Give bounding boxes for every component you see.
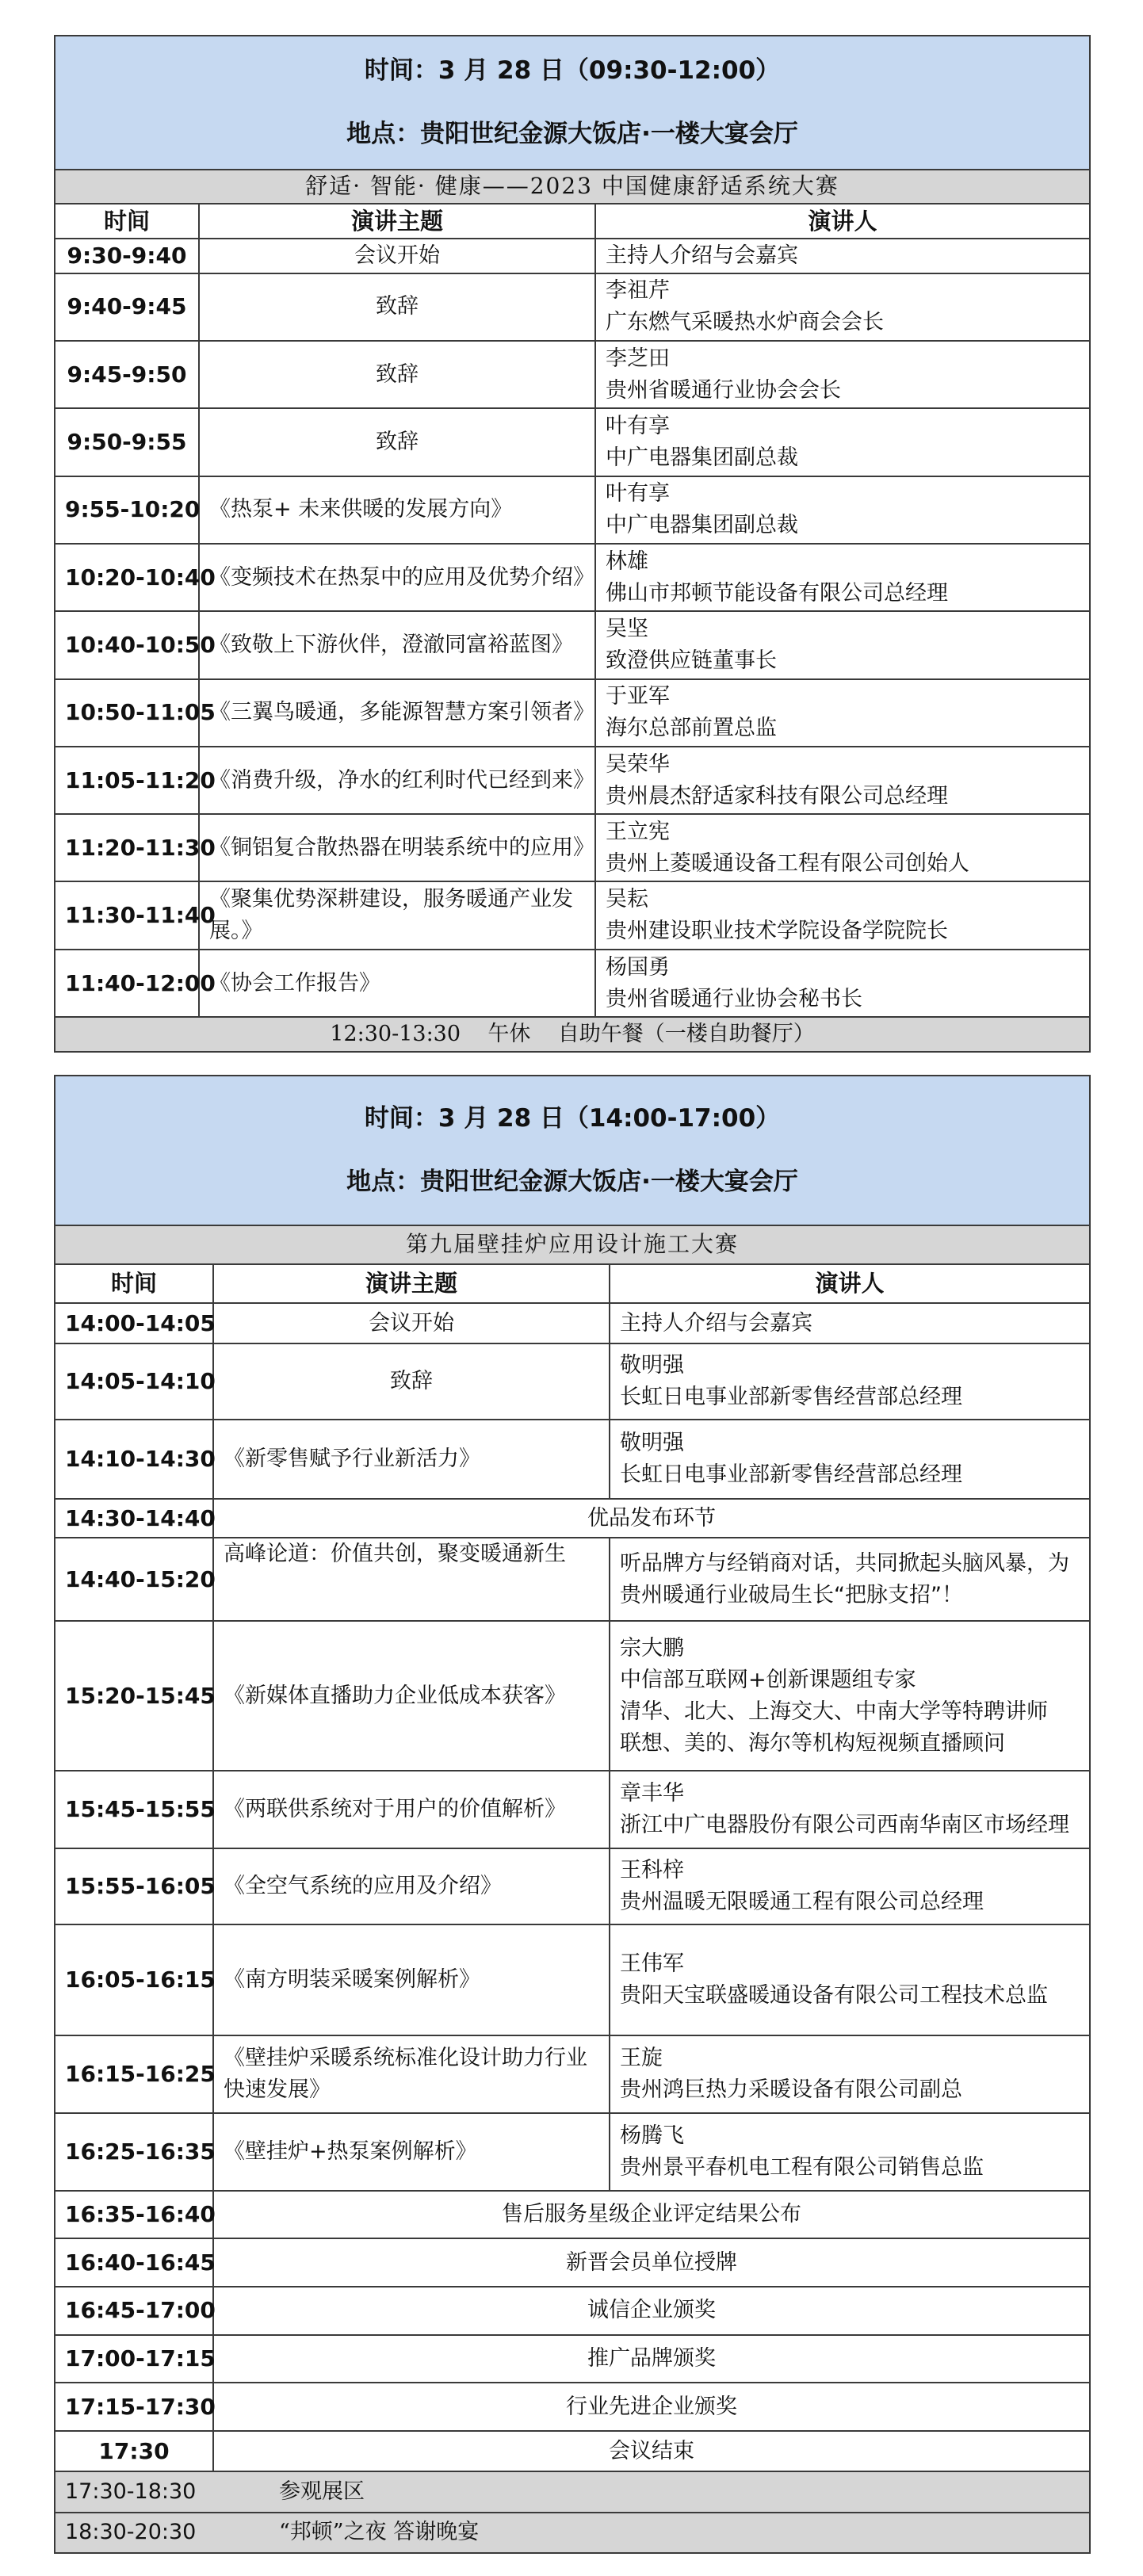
schedule-row bbox=[55, 1538, 1090, 1621]
speaker-title: 佛山市邦顿节能设备有限公司总经理 bbox=[606, 580, 948, 606]
row-time: 17:15-17:30 bbox=[55, 2383, 213, 2431]
row-speaker bbox=[595, 476, 1090, 544]
row-event: 行业先进企业颁奖 bbox=[213, 2383, 1090, 2431]
row-speaker bbox=[595, 273, 1090, 341]
schedule-row bbox=[55, 2035, 1090, 2113]
speaker-name: 于亚军 bbox=[606, 684, 670, 709]
row-speaker: 敬明强 长虹日电事业部新零售经营部总经理 bbox=[610, 1343, 1090, 1420]
row-topic: 致辞 bbox=[199, 273, 595, 341]
schedule-row bbox=[55, 1924, 1090, 2035]
col-header-topic: 演讲主题 bbox=[213, 1264, 610, 1303]
col-header-speaker: 演讲人 bbox=[610, 1264, 1090, 1303]
row-speaker: 杨腾飞 贵州景平春机电工程有限公司销售总监 bbox=[610, 2113, 1090, 2191]
speaker-name: 王立宪 bbox=[606, 819, 670, 844]
afternoon-time: 时间：3 月 28 日（14:00-17:00） bbox=[364, 1104, 781, 1133]
row-time: 9:40-9:45 bbox=[55, 273, 199, 341]
row-time: 14:40-15:20 bbox=[55, 1538, 213, 1621]
speaker-name: 吴荣华 bbox=[606, 751, 670, 777]
schedule-row bbox=[55, 2113, 1090, 2191]
dinner-time: 18:30-20:30 bbox=[65, 2520, 197, 2545]
morning-header bbox=[55, 36, 1090, 170]
afternoon-venue: 地点：贵阳世纪金源大饭店·一楼大宴会厅 bbox=[346, 1168, 798, 1197]
speaker-title: 贵州晨杰舒适家科技有限公司总经理 bbox=[606, 783, 948, 808]
exhibition-time: 17:30-18:30 bbox=[65, 2479, 197, 2504]
row-topic: 《消费升级，净水的红利时代已经到来》 bbox=[199, 747, 595, 814]
speaker-title: 贵州省暖通行业协会秘书长 bbox=[606, 986, 862, 1011]
row-speaker bbox=[595, 239, 1090, 273]
schedule-row bbox=[55, 1420, 1090, 1499]
schedule-row bbox=[55, 881, 1090, 949]
speaker-name: 李芝田 bbox=[606, 346, 670, 371]
row-time: 17:00-17:15 bbox=[55, 2335, 213, 2383]
row-topic: 《协会工作报告》 bbox=[199, 950, 595, 1017]
schedule-row bbox=[55, 814, 1090, 881]
row-event: 推广品牌颁奖 bbox=[213, 2335, 1090, 2383]
row-topic: 《聚集优势深耕建设，服务暖通产业发展。》 bbox=[199, 881, 595, 949]
schedule-row bbox=[55, 239, 1090, 273]
morning-banner: 舒适· 智能· 健康——2023 中国健康舒适系统大赛 bbox=[55, 170, 1090, 204]
schedule-row bbox=[55, 2287, 1090, 2335]
row-time: 14:05-14:10 bbox=[55, 1343, 213, 1420]
speaker-name: 杨国勇 bbox=[606, 954, 670, 980]
row-time: 16:45-17:00 bbox=[55, 2287, 213, 2335]
row-topic: 《全空气系统的应用及介绍》 bbox=[213, 1848, 610, 1924]
afternoon-schedule bbox=[54, 1075, 1089, 2554]
lunch-break-row: 12:30-13:30 午休 自助午餐（一楼自助餐厅） bbox=[55, 1017, 1090, 1052]
row-topic: 会议开始 bbox=[213, 1303, 610, 1343]
row-time: 11:05-11:20 bbox=[55, 747, 199, 814]
row-time: 17:30 bbox=[55, 2431, 213, 2472]
dinner-row bbox=[55, 2513, 1090, 2553]
col-header-speaker: 演讲人 bbox=[595, 204, 1090, 239]
col-header-time: 时间 bbox=[55, 1264, 213, 1303]
row-time: 14:30-14:40 bbox=[55, 1499, 213, 1538]
row-topic: 高峰论道：价值共创，聚变暖通新生 bbox=[213, 1538, 610, 1621]
row-time: 16:15-16:25 bbox=[55, 2035, 213, 2113]
speaker-name: 吴坚 bbox=[606, 616, 648, 641]
schedule-row bbox=[55, 2431, 1090, 2472]
row-topic: 《三翼鸟暖通，多能源智慧方案引领者》 bbox=[199, 679, 595, 747]
row-time: 16:25-16:35 bbox=[55, 2113, 213, 2191]
row-speaker bbox=[595, 611, 1090, 678]
speaker-title: 海尔总部前置总监 bbox=[606, 716, 777, 741]
afternoon-schedule-table bbox=[54, 1075, 1091, 2554]
schedule-row bbox=[55, 341, 1090, 408]
schedule-row bbox=[55, 476, 1090, 544]
row-time: 15:20-15:45 bbox=[55, 1621, 213, 1771]
row-topic: 《致敬上下游伙伴，澄澈同富裕蓝图》 bbox=[199, 611, 595, 678]
row-event: 售后服务星级企业评定结果公布 bbox=[213, 2191, 1090, 2239]
row-topic: 会议开始 bbox=[199, 239, 595, 273]
row-time: 16:05-16:15 bbox=[55, 1924, 213, 2035]
row-speaker: 王旋 贵州鸿巨热力采暖设备有限公司副总 bbox=[610, 2035, 1090, 2113]
schedule-row bbox=[55, 1848, 1090, 1924]
row-topic: 《新零售赋予行业新活力》 bbox=[213, 1420, 610, 1499]
row-topic: 致辞 bbox=[199, 341, 595, 408]
row-speaker: 王科梓 贵州温暖无限暖通工程有限公司总经理 bbox=[610, 1848, 1090, 1924]
row-speaker bbox=[595, 341, 1090, 408]
morning-schedule-table bbox=[54, 35, 1091, 1053]
row-event: 诚信企业颁奖 bbox=[213, 2287, 1090, 2335]
speaker-name: 叶有享 bbox=[606, 481, 670, 506]
schedule-row bbox=[55, 1621, 1090, 1771]
speaker-title: 贵州省暖通行业协会会长 bbox=[606, 377, 841, 403]
row-speaker bbox=[595, 881, 1090, 949]
speaker-title: 致澄供应链董事长 bbox=[606, 648, 777, 673]
schedule-row bbox=[55, 1343, 1090, 1420]
row-time: 14:10-14:30 bbox=[55, 1420, 213, 1499]
row-time: 9:50-9:55 bbox=[55, 408, 199, 476]
row-topic: 《变频技术在热泵中的应用及优势介绍》 bbox=[199, 544, 595, 611]
row-time: 9:55-10:20 bbox=[55, 476, 199, 544]
speaker-name: 吴耘 bbox=[606, 887, 648, 912]
row-time: 15:55-16:05 bbox=[55, 1848, 213, 1924]
row-speaker: 主持人介绍与会嘉宾 bbox=[610, 1303, 1090, 1343]
row-event: 优品发布环节 bbox=[213, 1499, 1090, 1538]
speaker-name: 主持人介绍与会嘉宾 bbox=[606, 243, 798, 268]
row-topic: 《南方明装采暖案例解析》 bbox=[213, 1924, 610, 2035]
schedule-row bbox=[55, 2238, 1090, 2287]
row-speaker: 章丰华 浙江中广电器股份有限公司西南华南区市场经理 bbox=[610, 1771, 1090, 1848]
row-speaker bbox=[595, 814, 1090, 881]
speaker-title: 中广电器集团副总裁 bbox=[606, 445, 798, 470]
row-speaker bbox=[595, 679, 1090, 747]
row-time: 11:20-11:30 bbox=[55, 814, 199, 881]
row-event: 会议结束 bbox=[213, 2431, 1090, 2472]
col-header-topic: 演讲主题 bbox=[199, 204, 595, 239]
row-topic: 《壁挂炉+热泵案例解析》 bbox=[213, 2113, 610, 2191]
row-topic: 《热泵+ 未来供暖的发展方向》 bbox=[199, 476, 595, 544]
schedule-row bbox=[55, 1303, 1090, 1343]
schedule-row bbox=[55, 544, 1090, 611]
speaker-title: 中广电器集团副总裁 bbox=[606, 513, 798, 538]
row-event: 新晋会员单位授牌 bbox=[213, 2238, 1090, 2287]
row-time: 15:45-15:55 bbox=[55, 1771, 213, 1848]
row-topic: 《铜铝复合散热器在明装系统中的应用》 bbox=[199, 814, 595, 881]
row-speaker bbox=[595, 408, 1090, 476]
row-time: 11:30-11:40 bbox=[55, 881, 199, 949]
schedule-row bbox=[55, 950, 1090, 1017]
morning-venue: 地点：贵阳世纪金源大饭店·一楼大宴会厅 bbox=[346, 120, 798, 149]
dinner-text: “邦顿”之夜 答谢晚宴 bbox=[279, 2520, 480, 2545]
row-topic: 《两联供系统对于用户的价值解析》 bbox=[213, 1771, 610, 1848]
speaker-title: 贵州上菱暖通设备工程有限公司创始人 bbox=[606, 850, 969, 876]
row-time: 9:45-9:50 bbox=[55, 341, 199, 408]
row-time: 16:40-16:45 bbox=[55, 2238, 213, 2287]
schedule-row bbox=[55, 2335, 1090, 2383]
speaker-name: 叶有享 bbox=[606, 413, 670, 438]
speaker-name: 李祖芹 bbox=[606, 278, 670, 304]
schedule-row bbox=[55, 1771, 1090, 1848]
speaker-title: 贵州建设职业技术学院设备学院院长 bbox=[606, 919, 948, 944]
morning-schedule bbox=[54, 35, 1089, 1053]
row-time: 11:40-12:00 bbox=[55, 950, 199, 1017]
col-header-time: 时间 bbox=[55, 204, 199, 239]
schedule-row bbox=[55, 1499, 1090, 1538]
row-speaker: 听品牌方与经销商对话，共同掀起头脑风暴，为贵州暖通行业破局生长“把脉支招”！ bbox=[610, 1538, 1090, 1621]
row-speaker: 敬明强 长虹日电事业部新零售经营部总经理 bbox=[610, 1420, 1090, 1499]
row-time: 16:35-16:40 bbox=[55, 2191, 213, 2239]
speaker-title: 广东燃气采暖热水炉商会会长 bbox=[606, 310, 884, 335]
afternoon-header bbox=[55, 1076, 1090, 1225]
row-topic: 致辞 bbox=[199, 408, 595, 476]
row-topic: 《新媒体直播助力企业低成本获客》 bbox=[213, 1621, 610, 1771]
row-time: 9:30-9:40 bbox=[55, 239, 199, 273]
row-topic: 致辞 bbox=[213, 1343, 610, 1420]
speaker-name: 林雄 bbox=[606, 548, 648, 574]
row-speaker bbox=[595, 747, 1090, 814]
afternoon-banner: 第九届壁挂炉应用设计施工大赛 bbox=[55, 1225, 1090, 1264]
exhibition-text: 参观展区 bbox=[279, 2479, 365, 2504]
schedule-row bbox=[55, 273, 1090, 341]
schedule-row bbox=[55, 679, 1090, 747]
row-time: 10:50-11:05 bbox=[55, 679, 199, 747]
row-speaker bbox=[595, 544, 1090, 611]
row-topic: 《壁挂炉采暖系统标准化设计助力行业快速发展》 bbox=[213, 2035, 610, 2113]
schedule-row bbox=[55, 2383, 1090, 2431]
row-speaker bbox=[595, 950, 1090, 1017]
schedule-row bbox=[55, 747, 1090, 814]
morning-time: 时间：3 月 28 日（09:30-12:00） bbox=[364, 56, 781, 86]
schedule-row bbox=[55, 2191, 1090, 2239]
exhibition-row bbox=[55, 2471, 1090, 2512]
schedule-row bbox=[55, 611, 1090, 678]
row-speaker: 宗大鹏 中信部互联网+创新课题组专家 清华、北大、上海交大、中南大学等特聘讲师 联想、美的、海尔等机构短视频直播顾问 bbox=[610, 1621, 1090, 1771]
row-time: 10:40-10:50 bbox=[55, 611, 199, 678]
schedule-row bbox=[55, 408, 1090, 476]
row-time: 10:20-10:40 bbox=[55, 544, 199, 611]
row-speaker: 王伟军 贵阳天宝联盛暖通设备有限公司工程技术总监 bbox=[610, 1924, 1090, 2035]
row-time: 14:00-14:05 bbox=[55, 1303, 213, 1343]
